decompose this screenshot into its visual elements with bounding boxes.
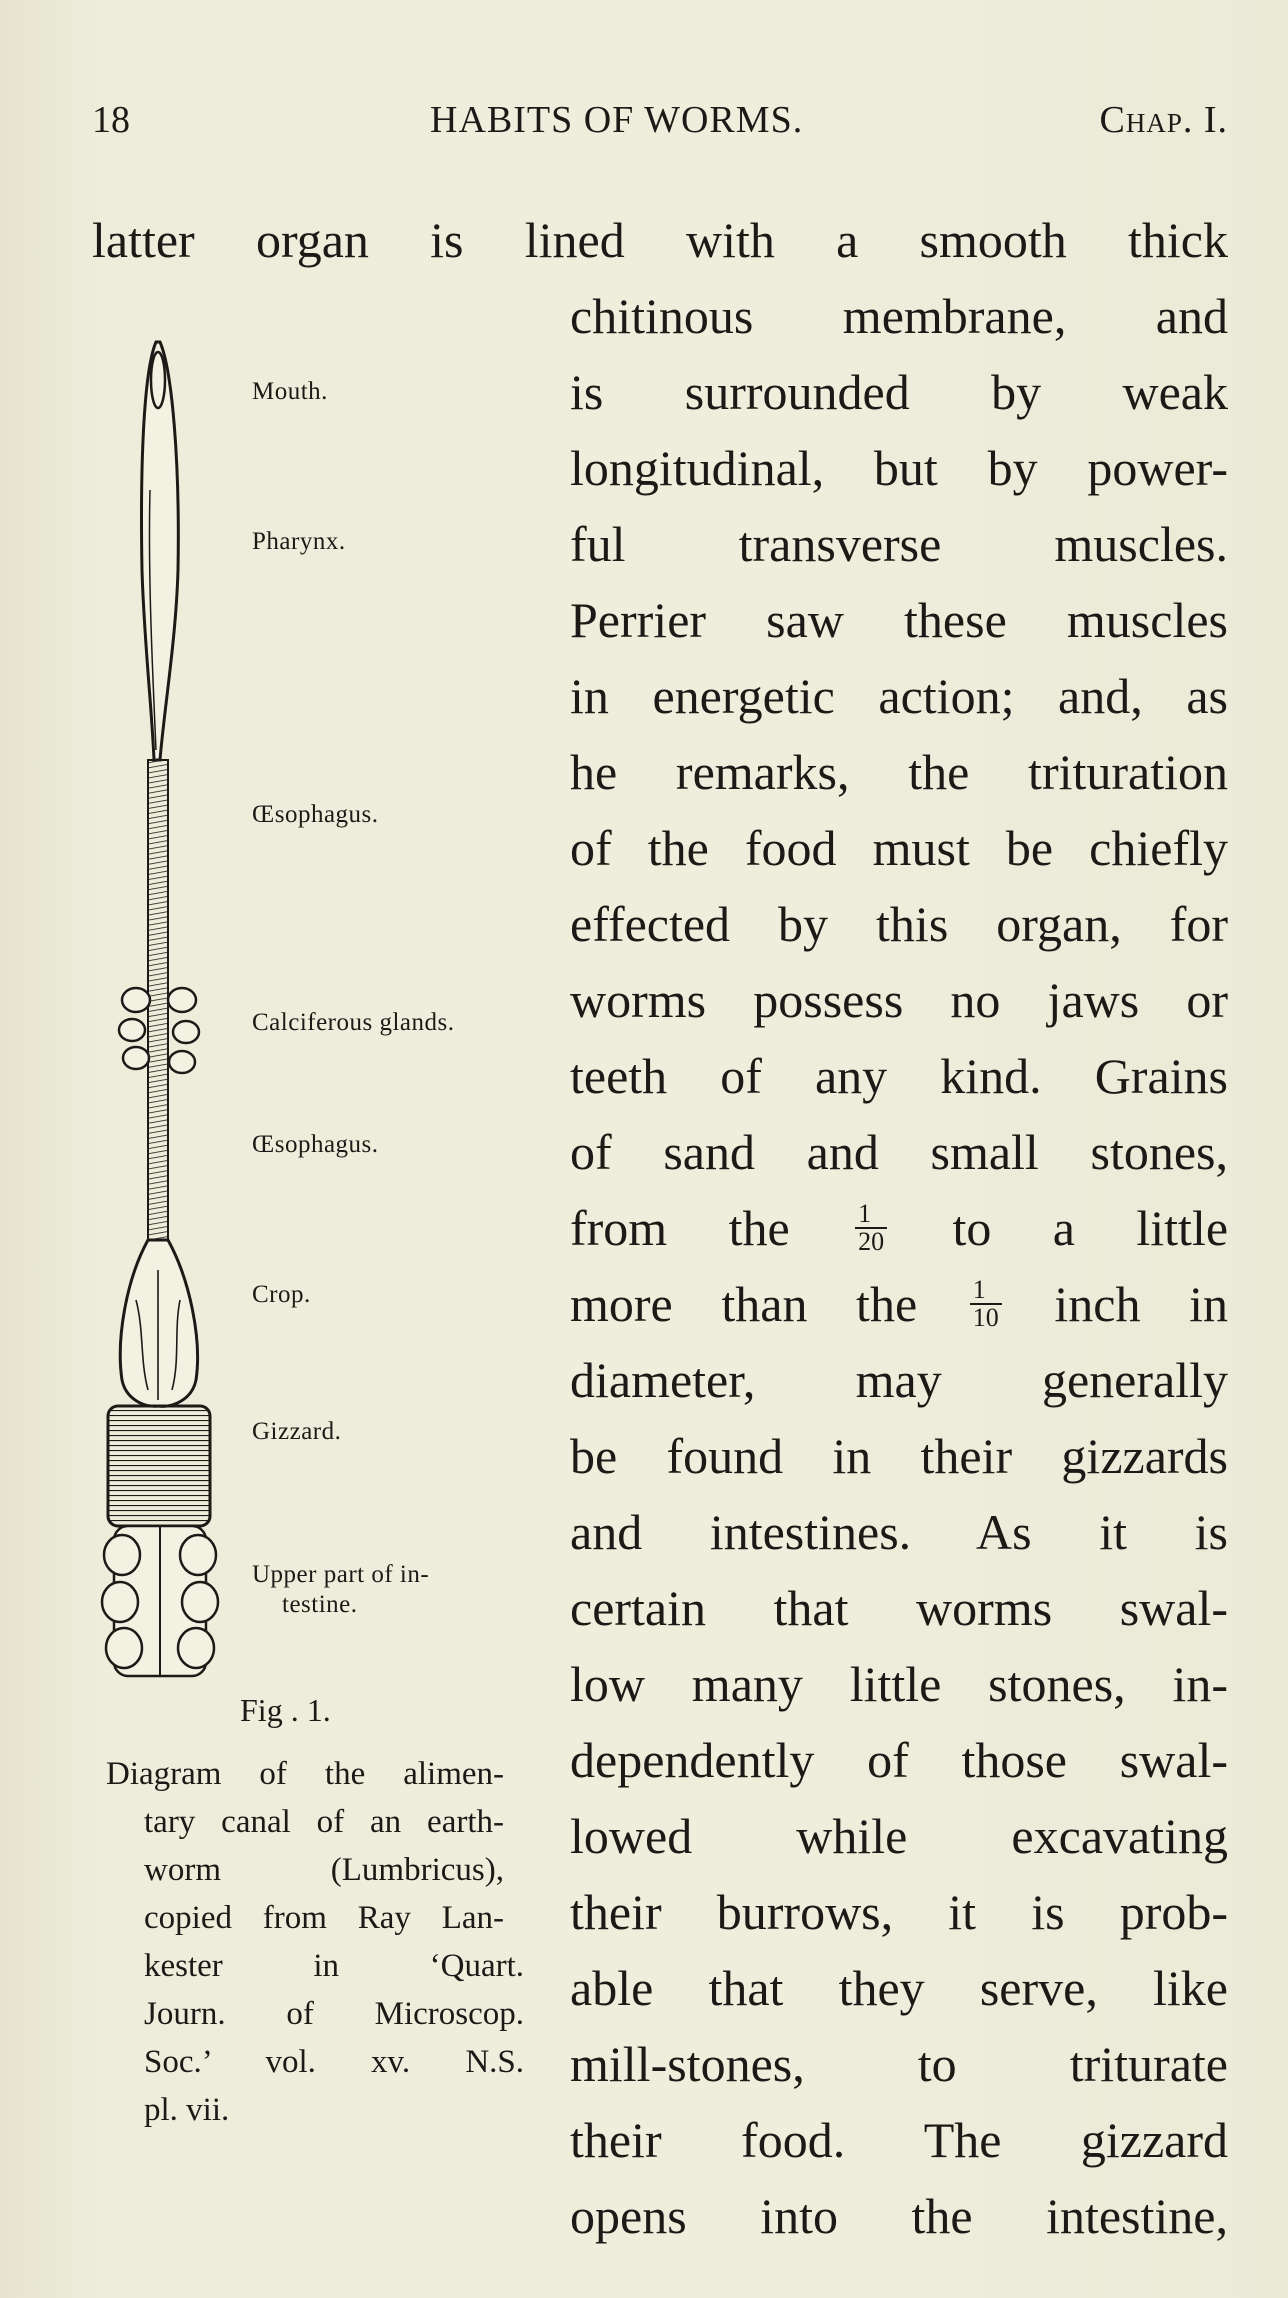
body-line: lowed while excavating bbox=[570, 1808, 1228, 1864]
body-line: Perrier saw these muscles bbox=[570, 592, 1228, 648]
body-line: longitudinal, but by power- bbox=[570, 440, 1228, 496]
figure-label-calciferous-glands: Calciferous glands. bbox=[252, 1009, 455, 1036]
figure-title: Fig . 1. bbox=[240, 1692, 331, 1728]
body-line: of the food must be chiefly bbox=[570, 820, 1228, 876]
body-line: their burrows, it is prob- bbox=[570, 1884, 1228, 1940]
body-line: latter organ is lined with a smooth thick bbox=[92, 212, 1228, 268]
body-line: effected by this organ, for bbox=[570, 896, 1228, 952]
body-line: be found in their gizzards bbox=[570, 1428, 1228, 1484]
body-line: dependently of those swal- bbox=[570, 1732, 1228, 1788]
figure-label-intestine: Upper part of in- bbox=[252, 1561, 430, 1588]
figure-caption-line: worm (Lumbricus), bbox=[144, 1852, 504, 1888]
body-line: opens into the intestine, bbox=[570, 2188, 1228, 2244]
figure-label-gizzard: Gizzard. bbox=[252, 1418, 342, 1445]
fraction-one-tenth: $\frac{1}{10}$ bbox=[970, 1277, 1002, 1331]
body-line: certain that worms swal- bbox=[570, 1580, 1228, 1636]
figure-label-intestine-cont: testine. bbox=[282, 1591, 358, 1618]
body-line: and intestines. As it is bbox=[570, 1504, 1228, 1560]
figure-label-mouth: Mouth. bbox=[252, 378, 328, 405]
body-line: diameter, may generally bbox=[570, 1352, 1228, 1408]
figure-caption-line: tary canal of an earth- bbox=[144, 1804, 504, 1840]
body-text: more than the bbox=[570, 1276, 918, 1332]
body-line: of sand and small stones, bbox=[570, 1124, 1228, 1180]
figure-label-pharynx: Pharynx. bbox=[252, 528, 346, 555]
chapter-label: Chap. I. bbox=[1099, 99, 1228, 141]
worm-alimentary-canal-illustration bbox=[96, 340, 226, 1690]
body-line: low many little stones, in- bbox=[570, 1656, 1228, 1712]
body-line-with-fraction bbox=[570, 1193, 1228, 1263]
figure-caption-line: Journ. of Microscop. bbox=[144, 1996, 524, 2032]
figure-label-oesophagus: Œsophagus. bbox=[252, 801, 379, 828]
figure-caption-line: copied from Ray Lan- bbox=[144, 1900, 504, 1936]
body-text: inch in bbox=[1054, 1276, 1229, 1332]
figure-label-oesophagus: Œsophagus. bbox=[252, 1131, 379, 1158]
body-line: mill-stones, to triturate bbox=[570, 2036, 1228, 2092]
figure-caption-line: Diagram of the alimen- bbox=[106, 1756, 504, 1792]
body-line: chitinous membrane, and bbox=[570, 288, 1228, 344]
figure-caption-line: kester in ‘Quart. bbox=[144, 1948, 524, 1984]
body-line-with-fraction bbox=[570, 1269, 1228, 1339]
figure-label-crop: Crop. bbox=[252, 1281, 311, 1308]
fraction-one-twentieth: $\frac{1}{20}$ bbox=[855, 1201, 887, 1255]
body-line: worms possess no jaws or bbox=[570, 972, 1228, 1028]
body-line: ful transverse muscles. bbox=[570, 516, 1228, 572]
body-line: teeth of any kind. Grains bbox=[570, 1048, 1228, 1104]
body-line: is surrounded by weak bbox=[570, 364, 1228, 420]
body-line: their food. The gizzard bbox=[570, 2112, 1228, 2168]
body-line: he remarks, the trituration bbox=[570, 744, 1228, 800]
running-title: HABITS OF WORMS. bbox=[430, 99, 804, 141]
page-number: 18 bbox=[92, 99, 130, 141]
body-line: able that they serve, like bbox=[570, 1960, 1228, 2016]
body-text: to a little bbox=[952, 1200, 1229, 1256]
figure-caption-line: Soc.’ vol. xv. N.S. bbox=[144, 2044, 524, 2080]
body-line: in energetic action; and, as bbox=[570, 668, 1228, 724]
body-text: from the bbox=[570, 1200, 790, 1256]
figure-caption-line: pl. vii. bbox=[144, 2092, 230, 2128]
